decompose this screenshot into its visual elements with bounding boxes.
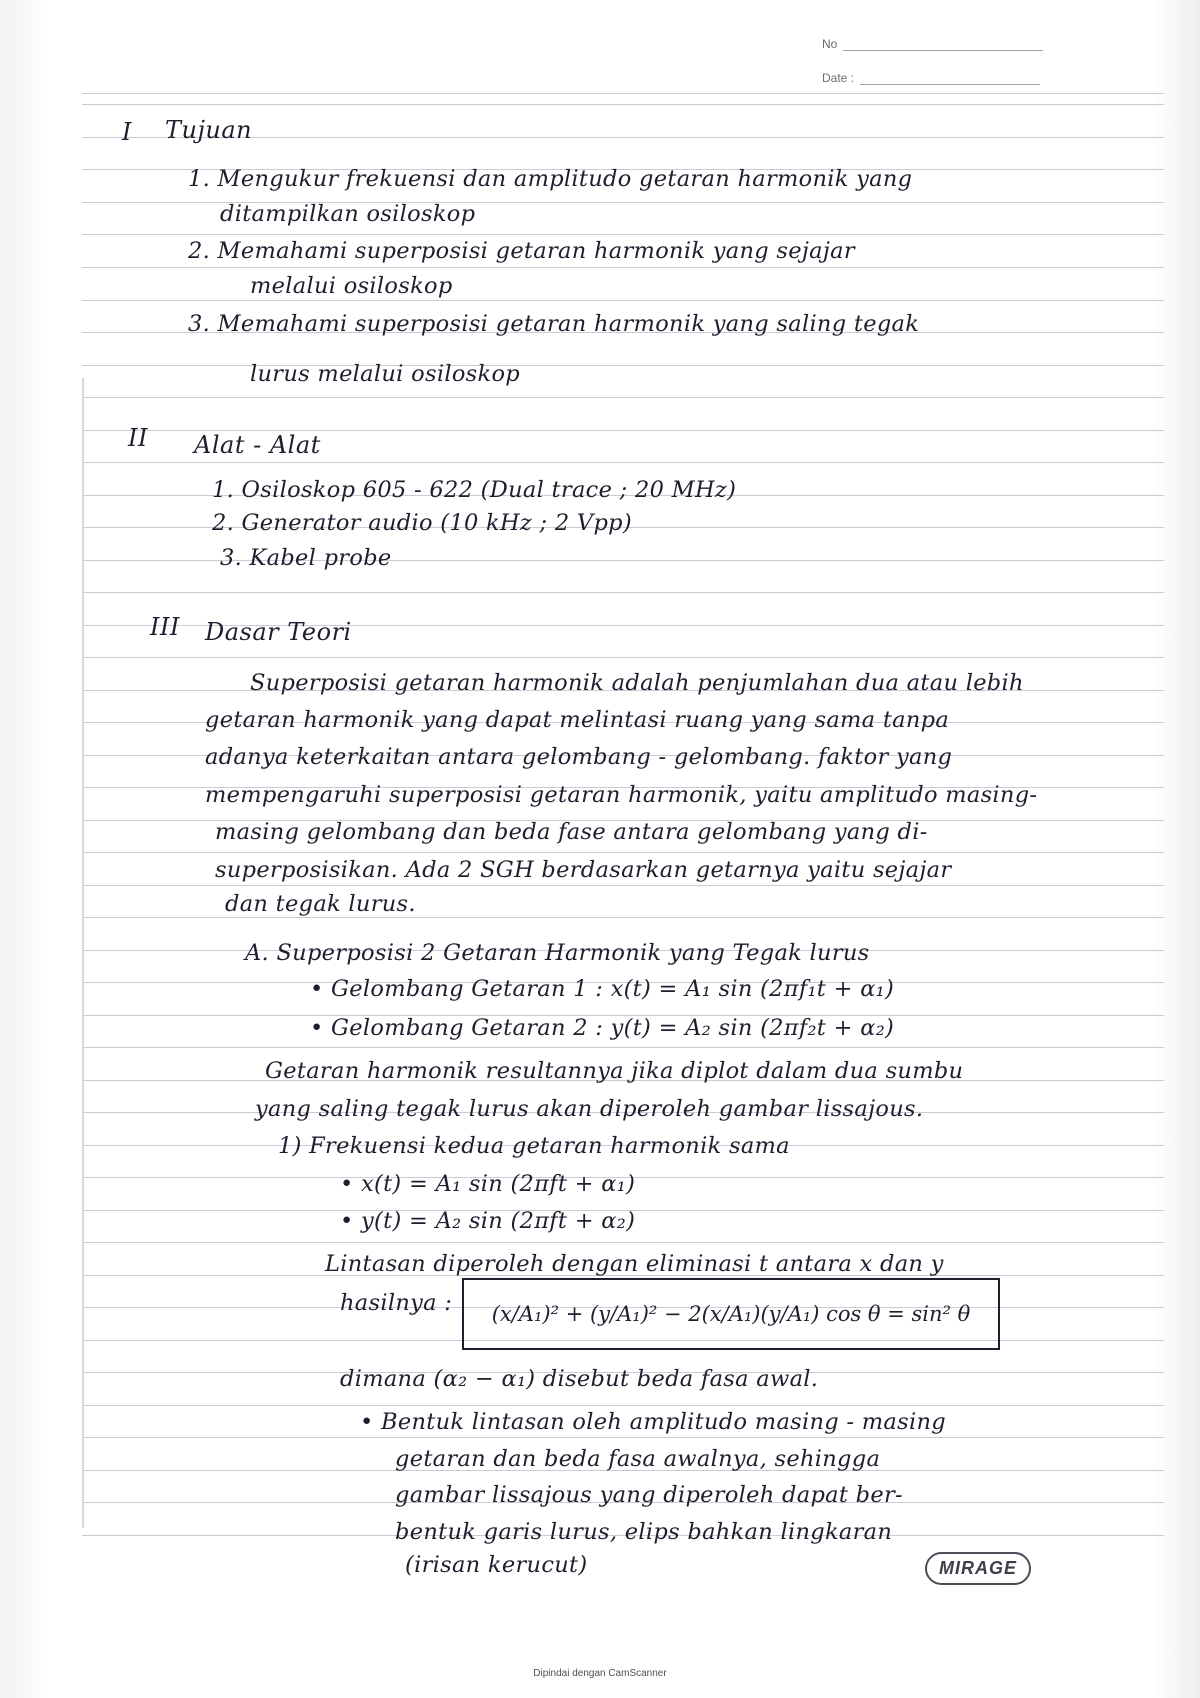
result-line: Getaran harmonik resultannya jika diplot dalam dua sumbu <box>265 1058 964 1084</box>
paragraph-line: masing gelombang dan beda fase antara gelombang yang di- <box>215 819 928 845</box>
section1-line: melalui osiloskop <box>250 273 453 299</box>
paragraph-line: Superposisi getaran harmonik adalah penjumlahan dua atau lebih <box>250 670 1024 696</box>
no-underline <box>843 36 1043 51</box>
section2-line: 2. Generator audio (10 kHz ; 2 Vpp) <box>212 510 632 536</box>
ruled-line <box>82 267 1164 268</box>
section3-title: Dasar Teori <box>205 618 352 646</box>
section2-title: Alat - Alat <box>194 431 321 459</box>
section3-numeral: III <box>150 613 180 641</box>
section1-numeral: I <box>122 118 132 146</box>
ruled-line <box>82 300 1164 301</box>
bullet-line: (irisan kerucut) <box>405 1552 588 1578</box>
ruled-line <box>82 657 1164 658</box>
section1-line: 3. Memahami superposisi getaran harmonik yang saling tegak <box>188 311 920 337</box>
section2-line: 3. Kabel probe <box>220 545 392 571</box>
ruled-line <box>82 397 1164 398</box>
case1-heading: 1) Frekuensi kedua getaran harmonik sama <box>278 1133 790 1159</box>
ruled-line <box>82 1242 1164 1243</box>
date-underline <box>860 70 1040 85</box>
scanner-watermark: Dipindai dengan CamScanner <box>533 1668 667 1679</box>
section1-line: 2. Memahami superposisi getaran harmonik yang sejajar <box>188 238 855 264</box>
wave2-equation: • Gelombang Getaran 2 : y(t) = A₂ sin (2πf₂t + α₂) <box>310 1015 895 1041</box>
paragraph-line: mempengaruhi superposisi getaran harmonik, yaitu amplitudo masing- <box>205 782 1038 808</box>
ruled-line <box>82 1047 1164 1048</box>
section1-line: 1. Mengukur frekuensi dan amplitudo getaran harmonik yang <box>188 166 913 192</box>
date-field <box>822 70 1040 85</box>
wave1-equation: • Gelombang Getaran 1 : x(t) = A₁ sin (2πf₁t + α₁) <box>310 976 895 1002</box>
ruled-line <box>82 1437 1164 1438</box>
result-line: yang saling tegak lurus akan diperoleh gambar lissajous. <box>255 1096 924 1122</box>
subsection-a-heading: A. Superposisi 2 Getaran Harmonik yang Tegak lurus <box>245 940 870 966</box>
margin-line <box>82 378 84 1528</box>
paragraph-line: superposisikan. Ada 2 SGH berdasarkan getarnya yaitu sejajar <box>215 857 952 883</box>
ruled-line <box>82 462 1164 463</box>
no-field <box>822 36 1043 51</box>
bullet-line: bentuk garis lurus, elips bahkan lingkaran <box>395 1519 893 1545</box>
section2-numeral: II <box>128 424 148 452</box>
no-label: No <box>822 37 838 51</box>
ruled-line <box>82 1405 1164 1406</box>
section1-line: ditampilkan osiloskop <box>220 201 476 227</box>
mirage-logo: MIRAGE <box>925 1552 1031 1585</box>
paragraph-line: dan tegak lurus. <box>225 891 416 917</box>
result-label: hasilnya : <box>340 1290 453 1316</box>
ruled-line <box>82 917 1164 918</box>
ruled-line <box>82 234 1164 235</box>
ruled-line <box>82 592 1164 593</box>
ruled-line <box>82 93 1164 94</box>
ruled-line <box>82 104 1164 105</box>
paragraph-line: getaran harmonik yang dapat melintasi ruang yang sama tanpa <box>205 707 950 733</box>
elimination-line: Lintasan diperoleh dengan eliminasi t antara x dan y <box>325 1251 944 1277</box>
eq-y: • y(t) = A₂ sin (2πft + α₂) <box>340 1208 636 1234</box>
date-label: Date : <box>822 71 855 85</box>
section1-title: Tujuan <box>165 116 253 144</box>
ruled-line <box>82 885 1164 886</box>
dimana-line: dimana (α₂ − α₁) disebut beda fasa awal. <box>340 1366 819 1392</box>
bullet-line: • Bentuk lintasan oleh amplitudo masing - masing <box>360 1409 946 1435</box>
eq-x: • x(t) = A₁ sin (2πft + α₁) <box>340 1171 636 1197</box>
paragraph-line: adanya keterkaitan antara gelombang - gelombang. faktor yang <box>205 744 953 770</box>
bullet-line: gambar lissajous yang diperoleh dapat ber- <box>395 1482 903 1508</box>
ruled-line <box>82 852 1164 853</box>
lissajous-formula-box <box>462 1278 1000 1350</box>
section2-line: 1. Osiloskop 605 - 622 (Dual trace ; 20 MHz) <box>212 477 737 503</box>
ruled-line <box>82 365 1164 366</box>
section1-line: lurus melalui osiloskop <box>250 361 520 387</box>
bullet-line: getaran dan beda fasa awalnya, sehingga <box>395 1446 881 1472</box>
lissajous-formula: (x/A₁)² + (y/A₁)² − 2(x/A₁)(y/A₁) cos θ = sin² θ <box>491 1302 971 1326</box>
